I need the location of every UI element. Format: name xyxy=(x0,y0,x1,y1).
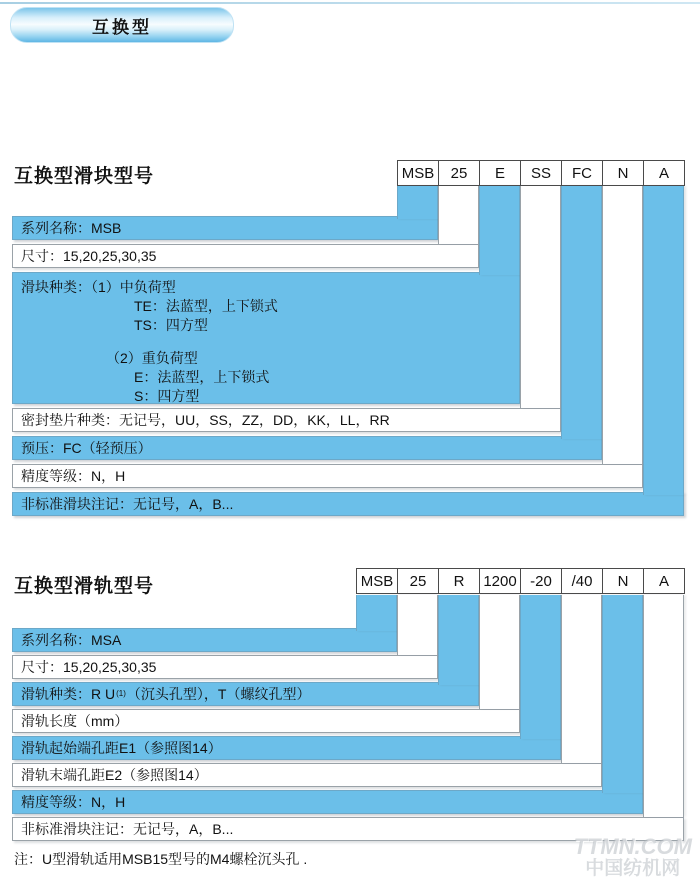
watermark-line: 中国纺机网 xyxy=(585,858,681,879)
spec-row-accuracy: 精度等级：N，H xyxy=(12,790,643,814)
rail-code-segment: R xyxy=(438,568,480,594)
slider-type-line: 滑块种类：（1）中负荷型 xyxy=(21,279,176,295)
connector-column xyxy=(438,186,479,244)
spec-row-size: 尺寸：15,20,25,30,35 xyxy=(12,244,479,268)
spec-row-nonstandard: 非标准滑块注记：无记号，A，B... xyxy=(12,492,684,516)
connector-column xyxy=(520,595,561,739)
watermark xyxy=(573,836,692,879)
connector-column xyxy=(561,595,602,763)
slider-type-line: E：法蓝型，上下锁式 xyxy=(134,369,270,385)
spec-row-rail-length: 滑轨长度（mm） xyxy=(12,709,520,733)
rail-code-segment: A xyxy=(643,568,685,594)
watermark-line: TTMN.COM xyxy=(573,834,692,859)
slider-type-line: S：四方型 xyxy=(134,388,200,404)
rail-code-segment: MSB xyxy=(356,568,398,594)
connector-column xyxy=(561,186,602,439)
connector-column xyxy=(602,186,643,464)
slider-type-line xyxy=(21,335,519,349)
rail-code-segment: 1200 xyxy=(479,568,521,594)
connector-column xyxy=(479,595,520,709)
rail-code-segment: /40 xyxy=(561,568,603,594)
slider-code-segment: A xyxy=(643,160,685,186)
slider-type-line: TE：法蓝型，上下锁式 xyxy=(134,298,278,314)
spec-row-rail-type xyxy=(12,682,479,706)
type-badge-label: 互换型 xyxy=(92,17,152,37)
rail-model-code xyxy=(356,568,685,594)
connector-column xyxy=(643,186,684,495)
slider-type-line: TS：四方型 xyxy=(134,317,208,333)
rail-section-title: 互换型滑轨型号 xyxy=(14,576,155,597)
connector-column xyxy=(397,186,438,219)
spec-row-seal: 密封垫片种类：无记号，UU，SS，ZZ，DD，KK，LL，RR xyxy=(12,408,561,432)
spec-row-series: 系列名称：MSA xyxy=(12,628,397,652)
slider-code-segment: 25 xyxy=(438,160,480,186)
rail-code-segment: N xyxy=(602,568,644,594)
rail-code-segment: 25 xyxy=(397,568,439,594)
slider-model-code xyxy=(397,160,685,186)
connector-column xyxy=(479,186,520,275)
spec-row-nonstandard: 非标准滑块注记：无记号，A，B... xyxy=(12,817,684,841)
rail-type-suffix: （沉头孔型），T（螺纹孔型） xyxy=(126,686,311,702)
spec-row-slider-type xyxy=(12,272,520,404)
slider-section-title: 互换型滑块型号 xyxy=(14,166,155,187)
connector-column xyxy=(397,595,438,655)
spec-row-accuracy: 精度等级：N，H xyxy=(12,464,643,488)
connector-column xyxy=(643,595,684,817)
spec-row-size: 尺寸：15,20,25,30,35 xyxy=(12,655,438,679)
connector-column xyxy=(356,595,397,631)
connector-column xyxy=(520,186,561,408)
note-text: 注：U型滑轨适用MSB15型号的M4螺栓沉头孔 . xyxy=(14,851,308,867)
rail-type-prefix: 滑轨种类：R U xyxy=(21,686,116,702)
connector-column xyxy=(602,595,643,793)
spec-row-series: 系列名称：MSB xyxy=(12,216,438,240)
footnote-marker: (1) xyxy=(116,689,126,698)
slider-code-segment: E xyxy=(479,160,521,186)
slider-type-line: （2）重负荷型 xyxy=(106,350,198,366)
slider-code-segment: MSB xyxy=(397,160,439,186)
slider-code-segment: N xyxy=(602,160,644,186)
slider-code-segment: SS xyxy=(520,160,562,186)
spec-row-e2: 滑轨末端孔距E2（参照图14） xyxy=(12,763,602,787)
slider-code-segment: FC xyxy=(561,160,603,186)
top-rule xyxy=(0,2,700,4)
connector-column xyxy=(438,595,479,685)
type-badge xyxy=(10,7,234,43)
spec-row-e1: 滑轨起始端孔距E1（参照图14） xyxy=(12,736,561,760)
rail-code-segment: -20 xyxy=(520,568,562,594)
spec-row-preload: 预压：FC（轻预压） xyxy=(12,436,602,460)
